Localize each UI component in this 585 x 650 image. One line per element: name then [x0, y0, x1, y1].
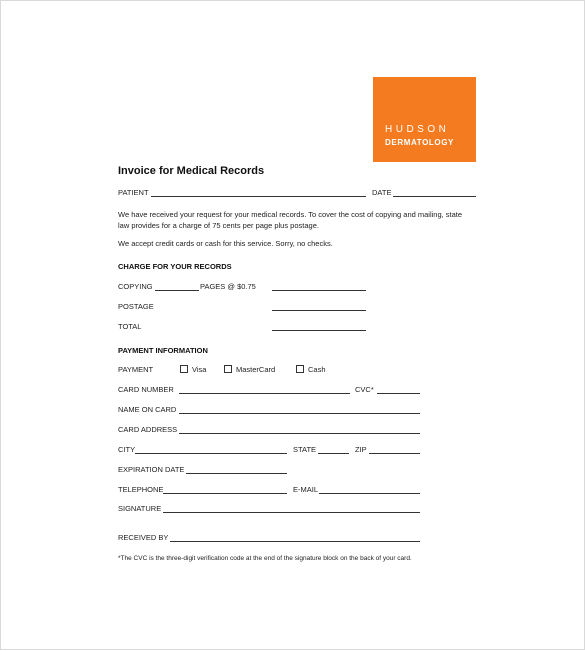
card-number-field[interactable] — [179, 393, 350, 394]
charges-heading: CHARGE FOR YOUR RECORDS — [118, 262, 232, 271]
zip-label: ZIP — [355, 445, 367, 454]
payment-note: We accept credit cards or cash for this service. Sorry, no checks. — [118, 239, 333, 248]
date-field[interactable] — [393, 196, 476, 197]
received-by-label: RECEIVED BY — [118, 533, 169, 542]
received-by-field[interactable] — [170, 541, 420, 542]
total-amount-field[interactable] — [272, 330, 366, 331]
hudson-dermatology-logo — [373, 77, 476, 162]
postage-label: POSTAGE — [118, 302, 154, 311]
cash-label: Cash — [308, 365, 326, 374]
state-field[interactable] — [318, 453, 349, 454]
copying-amount-field[interactable] — [272, 290, 366, 291]
mastercard-checkbox[interactable] — [224, 365, 232, 373]
city-label: CITY — [118, 445, 136, 454]
patient-label: PATIENT — [118, 188, 149, 197]
name-on-card-field[interactable] — [179, 413, 420, 414]
document-title: Invoice for Medical Records — [118, 165, 265, 177]
card-number-label: CARD NUMBER — [118, 385, 174, 394]
email-label: E-MAIL — [293, 485, 319, 494]
signature-label: SIGNATURE — [118, 504, 162, 513]
telephone-field[interactable] — [163, 493, 287, 494]
intro-paragraph: We have received your request for your medical records. To cover the cost of copying and mailing, state law provides for a charge of 75 cents per page plus postage. — [118, 210, 463, 230]
signature-field[interactable] — [163, 512, 420, 513]
visa-checkbox[interactable] — [180, 365, 188, 373]
visa-label: Visa — [192, 365, 207, 374]
cvc-footnote: *The CVC is the three-digit verification code at the end of the signature block on the back of your card. — [118, 555, 412, 562]
zip-field[interactable] — [369, 453, 420, 454]
expiration-field[interactable] — [186, 473, 287, 474]
copying-label: COPYING — [118, 282, 153, 291]
payment-method-label: PAYMENT — [118, 365, 154, 374]
total-label: TOTAL — [118, 322, 142, 331]
state-label: STATE — [293, 445, 317, 454]
pages-rate-label: PAGES @ $0.75 — [200, 282, 256, 291]
logo-line-1: HUDSON — [385, 124, 450, 135]
card-address-label: CARD ADDRESS — [118, 425, 178, 434]
cash-checkbox[interactable] — [296, 365, 304, 373]
cvc-label: CVC* — [355, 385, 374, 394]
city-field[interactable] — [135, 453, 287, 454]
postage-amount-field[interactable] — [272, 310, 366, 311]
mastercard-label: MasterCard — [236, 365, 276, 374]
telephone-label: TELEPHONE — [118, 485, 164, 494]
expiration-label: EXPIRATION DATE — [118, 465, 185, 474]
logo-line-2: DERMATOLOGY — [385, 138, 454, 147]
email-field[interactable] — [319, 493, 420, 494]
date-label: DATE — [372, 188, 392, 197]
payment-heading: PAYMENT INFORMATION — [118, 346, 208, 355]
copying-pages-field[interactable] — [155, 290, 199, 291]
card-address-field[interactable] — [179, 433, 420, 434]
name-on-card-label: NAME ON CARD — [118, 405, 177, 414]
patient-field[interactable] — [151, 196, 366, 197]
cvc-field[interactable] — [377, 393, 420, 394]
